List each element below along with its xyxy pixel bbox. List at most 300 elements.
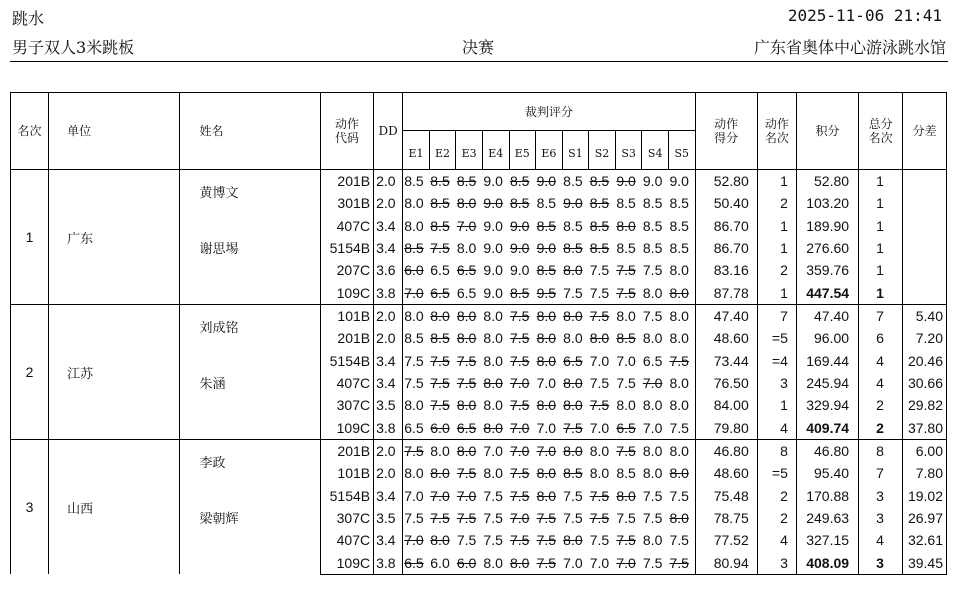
judge-score-e6: [536, 327, 563, 349]
discarded-score: 7.5: [589, 308, 610, 325]
judge-score: 7.0: [404, 487, 424, 504]
judge-score-e2: [429, 462, 456, 484]
judge-score-e5: [509, 440, 536, 463]
judge-score: 8.5: [616, 195, 636, 212]
dive-points: 52.80: [695, 170, 757, 193]
score-gap: 20.46: [903, 350, 947, 372]
discarded-score: 7.0: [510, 419, 530, 436]
running-total: 46.80: [796, 440, 858, 463]
discarded-score: 7.5: [430, 240, 450, 257]
judge-score: 8.0: [483, 308, 503, 325]
judge-score-e5: [509, 529, 536, 551]
discarded-score: 9.5: [536, 284, 557, 301]
judge-score-s1: [562, 440, 589, 463]
overall-rank: 3: [859, 507, 903, 529]
judge-score-s2: [589, 259, 616, 281]
judge-score: 8.0: [404, 195, 424, 212]
judge-score-s2: [589, 327, 616, 349]
judge-score: 8.0: [404, 217, 424, 234]
report-datetime: 2025-11-06 21:41: [787, 6, 942, 25]
dive-points: 87.78: [695, 282, 757, 305]
round-name: 决赛: [462, 38, 495, 57]
judge-score-s2: [589, 417, 616, 440]
discarded-score: 8.5: [563, 240, 583, 257]
dive-dd: 2.0: [374, 327, 403, 349]
judge-score: 8.0: [483, 330, 503, 347]
judge-score-s5: [668, 215, 695, 237]
discarded-score: 7.0: [430, 487, 450, 504]
judge-score-e4: [482, 462, 509, 484]
judge-score-s5: [668, 485, 695, 507]
judge-score-e2: [429, 259, 456, 281]
judge-score-e1: [403, 417, 430, 440]
judge-score-e5: [509, 507, 536, 529]
overall-rank: 4: [859, 372, 903, 394]
dive-rank: 1: [757, 170, 796, 193]
athlete-names: [179, 170, 320, 305]
discarded-score: 8.0: [430, 532, 450, 549]
judge-score-e5: [509, 372, 536, 394]
judge-score-e1: [403, 551, 430, 574]
judge-score-s2: [589, 282, 616, 305]
discarded-score: 8.0: [536, 397, 557, 414]
judge-score-s3: [615, 192, 642, 214]
judge-score-e3: [456, 350, 483, 372]
judge-score-e5: [509, 170, 536, 193]
athlete-names: [179, 305, 320, 440]
dive-dd: 3.4: [374, 485, 403, 507]
score-gap: 39.45: [903, 551, 947, 574]
dive-points: 79.80: [695, 417, 757, 440]
dive-rank: 4: [757, 529, 796, 551]
judge-score-e6: [536, 215, 563, 237]
judge-score-e5: [509, 192, 536, 214]
discarded-score: 7.5: [456, 352, 477, 369]
discarded-score: 7.5: [404, 443, 424, 460]
discarded-score: 6.5: [456, 419, 477, 436]
discarded-score: 7.5: [510, 532, 530, 549]
dive-code: 301B: [320, 192, 373, 214]
judge-score-s1: [562, 237, 589, 259]
judge-score-s2: [589, 305, 616, 328]
dive-points: 86.70: [695, 237, 757, 259]
discarded-score: 9.0: [510, 240, 530, 257]
discarded-score: 8.0: [563, 443, 583, 460]
dive-code: 201B: [320, 440, 373, 463]
judge-score-e6: [536, 529, 563, 551]
dive-rank: 1: [757, 282, 796, 305]
judge-score: 8.5: [563, 173, 583, 190]
col-team: 单位: [49, 93, 179, 170]
judge-score-s3: [615, 305, 642, 328]
judge-score-e6: [536, 282, 563, 305]
dive-points: 75.48: [695, 485, 757, 507]
judge-score: 8.0: [642, 443, 663, 460]
discarded-score: 7.5: [589, 487, 610, 504]
discarded-score: 8.0: [616, 217, 636, 234]
judge-score-s4: [642, 551, 669, 574]
judge-score: 7.5: [669, 419, 689, 436]
judge-score-s1: [562, 462, 589, 484]
dive-points: 84.00: [695, 394, 757, 416]
judge-score-s3: [615, 282, 642, 305]
dive-rank: 1: [757, 215, 796, 237]
judge-score: 7.5: [589, 375, 610, 392]
judge-score-s3: [615, 372, 642, 394]
score-gap: [903, 170, 947, 193]
judge-score-s5: [668, 305, 695, 328]
dive-dd: 3.4: [374, 350, 403, 372]
running-total: 249.63: [796, 507, 858, 529]
judge-score: 8.0: [563, 330, 583, 347]
discarded-score: 8.0: [536, 308, 557, 325]
judge-score-e1: [403, 215, 430, 237]
overall-rank: 7: [859, 305, 903, 328]
judge-score: 8.0: [430, 443, 450, 460]
judge-score: 7.0: [536, 419, 557, 436]
judge-score-s2: [589, 485, 616, 507]
judge-score-s3: [615, 462, 642, 484]
discarded-score: 9.0: [510, 217, 530, 234]
dive-rank: 1: [757, 394, 796, 416]
judge-score: 8.0: [483, 465, 503, 482]
discarded-score: 6.0: [430, 419, 450, 436]
judge-score-s1: [562, 350, 589, 372]
dive-code: 5154B: [320, 485, 373, 507]
judge-score-e3: [456, 394, 483, 416]
judge-score-e2: [429, 394, 456, 416]
overall-rank: 3: [859, 551, 903, 574]
judge-score-e5: [509, 282, 536, 305]
judge-score-e4: [482, 259, 509, 281]
judge-score-s5: [668, 507, 695, 529]
judge-score-e4: [482, 551, 509, 574]
judge-score-e5: [509, 551, 536, 574]
judge-score-s3: [615, 350, 642, 372]
judge-score: 8.5: [616, 240, 636, 257]
judge-score-e6: [536, 259, 563, 281]
judge-score: 8.0: [589, 465, 610, 482]
discarded-score: 8.0: [616, 487, 636, 504]
dive-code: 5154B: [320, 237, 373, 259]
judge-score-s1: [562, 507, 589, 529]
dive-points: 50.40: [695, 192, 757, 214]
judge-score-e4: [482, 237, 509, 259]
discarded-score: 8.0: [483, 375, 503, 392]
judge-score-e3: [456, 282, 483, 305]
judge-score: 7.0: [536, 375, 557, 392]
col-overall-rank: 总分名次: [859, 93, 903, 170]
dive-dd: 3.8: [374, 551, 403, 574]
judge-score-e5: [509, 237, 536, 259]
discarded-score: 7.5: [430, 510, 450, 527]
judge-score: 7.5: [563, 487, 583, 504]
discarded-score: 8.5: [456, 173, 477, 190]
judge-score: 8.0: [669, 397, 689, 414]
dive-code: 109C: [320, 282, 373, 305]
judge-score-e3: [456, 192, 483, 214]
judge-score-e3: [456, 170, 483, 193]
discarded-score: 8.0: [563, 397, 583, 414]
overall-rank: 7: [859, 462, 903, 484]
discarded-score: 9.0: [536, 173, 557, 190]
running-total: 96.00: [796, 327, 858, 349]
discarded-score: 8.0: [536, 487, 557, 504]
discarded-score: 8.0: [456, 308, 477, 325]
judge-score-e4: [482, 507, 509, 529]
judge-score: 8.0: [642, 397, 663, 414]
judge-score-s3: [615, 170, 642, 193]
judge-score-s3: [615, 327, 642, 349]
judge-score-e2: [429, 440, 456, 463]
judge-score: 7.0: [589, 352, 610, 369]
judge-score-e2: [429, 215, 456, 237]
overall-rank: 2: [859, 394, 903, 416]
judge-score-s5: [668, 394, 695, 416]
col-judge-e6: E6: [536, 131, 563, 170]
discarded-score: 8.5: [510, 284, 530, 301]
col-dive-rank: 动作名次: [757, 93, 796, 170]
dive-dd: 3.5: [374, 394, 403, 416]
judge-score: 6.5: [404, 419, 424, 436]
judge-score-e1: [403, 282, 430, 305]
judge-score-s3: [615, 551, 642, 574]
judge-score-s2: [589, 170, 616, 193]
judge-score-e4: [482, 215, 509, 237]
discarded-score: 7.0: [510, 443, 530, 460]
overall-rank: 1: [859, 237, 903, 259]
judge-score-s2: [589, 440, 616, 463]
score-gap: 7.80: [903, 462, 947, 484]
judge-score-e2: [429, 282, 456, 305]
dive-code: 109C: [320, 417, 373, 440]
judge-score-e2: [429, 237, 456, 259]
judge-score-e6: [536, 462, 563, 484]
judge-score: 7.5: [404, 352, 424, 369]
judge-score-s4: [642, 350, 669, 372]
judge-score-s1: [562, 485, 589, 507]
judge-score: 7.5: [616, 375, 636, 392]
score-gap: 26.97: [903, 507, 947, 529]
discarded-score: 7.5: [456, 510, 477, 527]
judge-score: 7.5: [589, 262, 610, 279]
judge-score-s4: [642, 215, 669, 237]
discarded-score: 8.0: [456, 397, 477, 414]
header-divider: [10, 61, 948, 62]
dive-code: 5154B: [320, 350, 373, 372]
athlete-names: [179, 440, 320, 575]
discarded-score: 8.5: [430, 217, 450, 234]
dive-points: 86.70: [695, 215, 757, 237]
dive-code: 307C: [320, 507, 373, 529]
judge-score-s4: [642, 394, 669, 416]
discarded-score: 8.0: [456, 330, 477, 347]
score-gap: 30.66: [903, 372, 947, 394]
discarded-score: 6.5: [456, 262, 477, 279]
judge-score-s3: [615, 417, 642, 440]
dive-points: 76.50: [695, 372, 757, 394]
judge-score-s4: [642, 170, 669, 193]
judge-score-e5: [509, 215, 536, 237]
judge-score-s1: [562, 529, 589, 551]
results-table: [10, 92, 947, 575]
judge-score-e3: [456, 551, 483, 574]
judge-score-s1: [562, 215, 589, 237]
running-total: 52.80: [796, 170, 858, 193]
discarded-score: 8.0: [430, 308, 450, 325]
judge-score-e3: [456, 305, 483, 328]
judge-score-s5: [668, 282, 695, 305]
judge-score: 8.0: [642, 330, 663, 347]
team-name: 山西: [49, 440, 179, 575]
judge-score: 8.0: [642, 284, 663, 301]
judge-score-e1: [403, 327, 430, 349]
judge-score-e1: [403, 259, 430, 281]
judge-score-e2: [429, 350, 456, 372]
judge-score: 9.0: [483, 240, 503, 257]
judge-score: 8.0: [642, 532, 663, 549]
col-judges-group: 裁判评分: [403, 93, 695, 131]
overall-rank: 2: [859, 417, 903, 440]
judge-score-e6: [536, 507, 563, 529]
judge-score: 7.0: [563, 554, 583, 571]
running-total: 189.90: [796, 215, 858, 237]
discarded-score: 7.5: [456, 465, 477, 482]
col-judge-e5: E5: [509, 131, 536, 170]
judge-score-s5: [668, 551, 695, 574]
judge-score-e5: [509, 417, 536, 440]
judge-score-e6: [536, 192, 563, 214]
judge-score: 7.5: [669, 532, 689, 549]
judge-score-s5: [668, 170, 695, 193]
judge-score-s2: [589, 237, 616, 259]
discarded-score: 8.5: [430, 173, 450, 190]
col-names: 姓名: [179, 93, 320, 170]
discarded-score: 7.5: [510, 465, 530, 482]
judge-score-s4: [642, 282, 669, 305]
judge-score-e2: [429, 305, 456, 328]
judge-score-e3: [456, 327, 483, 349]
judge-score-s5: [668, 529, 695, 551]
judge-score: 8.5: [563, 217, 583, 234]
judge-score-e3: [456, 462, 483, 484]
judge-score: 8.0: [483, 397, 503, 414]
discarded-score: 7.5: [510, 352, 530, 369]
venue-name: 广东省奥体中心游泳跳水馆: [753, 38, 946, 57]
team-rank: 3: [11, 440, 49, 575]
judge-score-e2: [429, 192, 456, 214]
judge-score: 6.5: [456, 284, 477, 301]
dive-code: 101B: [320, 305, 373, 328]
judge-score-s3: [615, 394, 642, 416]
discarded-score: 9.0: [483, 195, 503, 212]
col-judge-s5: S5: [668, 131, 695, 170]
judge-score-s2: [589, 462, 616, 484]
col-code: 动作代码: [320, 93, 373, 170]
discarded-score: 8.5: [430, 195, 450, 212]
discarded-score: 8.5: [589, 173, 610, 190]
dive-dd: 3.4: [374, 372, 403, 394]
judge-score-s1: [562, 282, 589, 305]
discarded-score: 7.5: [536, 554, 557, 571]
discarded-score: 7.5: [510, 308, 530, 325]
judge-score-e6: [536, 551, 563, 574]
team-rank: 2: [11, 305, 49, 440]
judge-score-e6: [536, 305, 563, 328]
discarded-score: 7.5: [563, 419, 583, 436]
judge-score-s5: [668, 259, 695, 281]
judge-score-e1: [403, 529, 430, 551]
judge-score-s2: [589, 507, 616, 529]
discarded-score: 8.5: [510, 195, 530, 212]
judge-score-s3: [615, 485, 642, 507]
judge-score-s4: [642, 440, 669, 463]
judge-score: 9.0: [510, 262, 530, 279]
judge-score-s4: [642, 192, 669, 214]
judge-score: 7.5: [642, 554, 663, 571]
judge-score-s3: [615, 440, 642, 463]
judge-score-e5: [509, 305, 536, 328]
judge-score-e2: [429, 372, 456, 394]
judge-score-s1: [562, 372, 589, 394]
judge-score-s2: [589, 192, 616, 214]
judge-score: 7.0: [642, 419, 663, 436]
judge-score: 8.0: [669, 375, 689, 392]
team-rank: 1: [11, 170, 49, 305]
discarded-score: 8.0: [536, 330, 557, 347]
table-row: [11, 440, 947, 463]
score-gap: 7.20: [903, 327, 947, 349]
judge-score-s5: [668, 440, 695, 463]
dive-points: 73.44: [695, 350, 757, 372]
col-judge-e2: E2: [429, 131, 456, 170]
score-gap: 37.80: [903, 417, 947, 440]
judge-score-s2: [589, 215, 616, 237]
judge-score: 8.0: [669, 262, 689, 279]
judge-score-e6: [536, 417, 563, 440]
discarded-score: 7.0: [456, 217, 477, 234]
judge-score: 6.5: [430, 262, 450, 279]
judge-score-e3: [456, 259, 483, 281]
judge-score: 7.5: [456, 532, 477, 549]
score-gap: [903, 282, 947, 305]
judge-score-e1: [403, 462, 430, 484]
table-row: [11, 170, 947, 193]
judge-score: 8.5: [536, 195, 557, 212]
discarded-score: 7.5: [510, 330, 530, 347]
judge-score-s4: [642, 327, 669, 349]
dive-points: 78.75: [695, 507, 757, 529]
judge-score: 7.5: [404, 510, 424, 527]
judge-score: 7.0: [483, 443, 503, 460]
discarded-score: 6.5: [563, 352, 583, 369]
judge-score: 9.0: [483, 173, 503, 190]
judge-score: 8.5: [642, 195, 663, 212]
discarded-score: 7.5: [430, 352, 450, 369]
judge-score-s5: [668, 237, 695, 259]
judge-score-e5: [509, 462, 536, 484]
judge-score-e4: [482, 529, 509, 551]
discarded-score: 7.0: [456, 487, 477, 504]
judge-score-e3: [456, 507, 483, 529]
score-gap: [903, 259, 947, 281]
judge-score: 7.5: [483, 510, 503, 527]
judge-score-s1: [562, 394, 589, 416]
running-total: 359.76: [796, 259, 858, 281]
col-judge-s2: S2: [589, 131, 616, 170]
judge-score: 7.5: [642, 487, 663, 504]
dive-rank: 3: [757, 551, 796, 574]
